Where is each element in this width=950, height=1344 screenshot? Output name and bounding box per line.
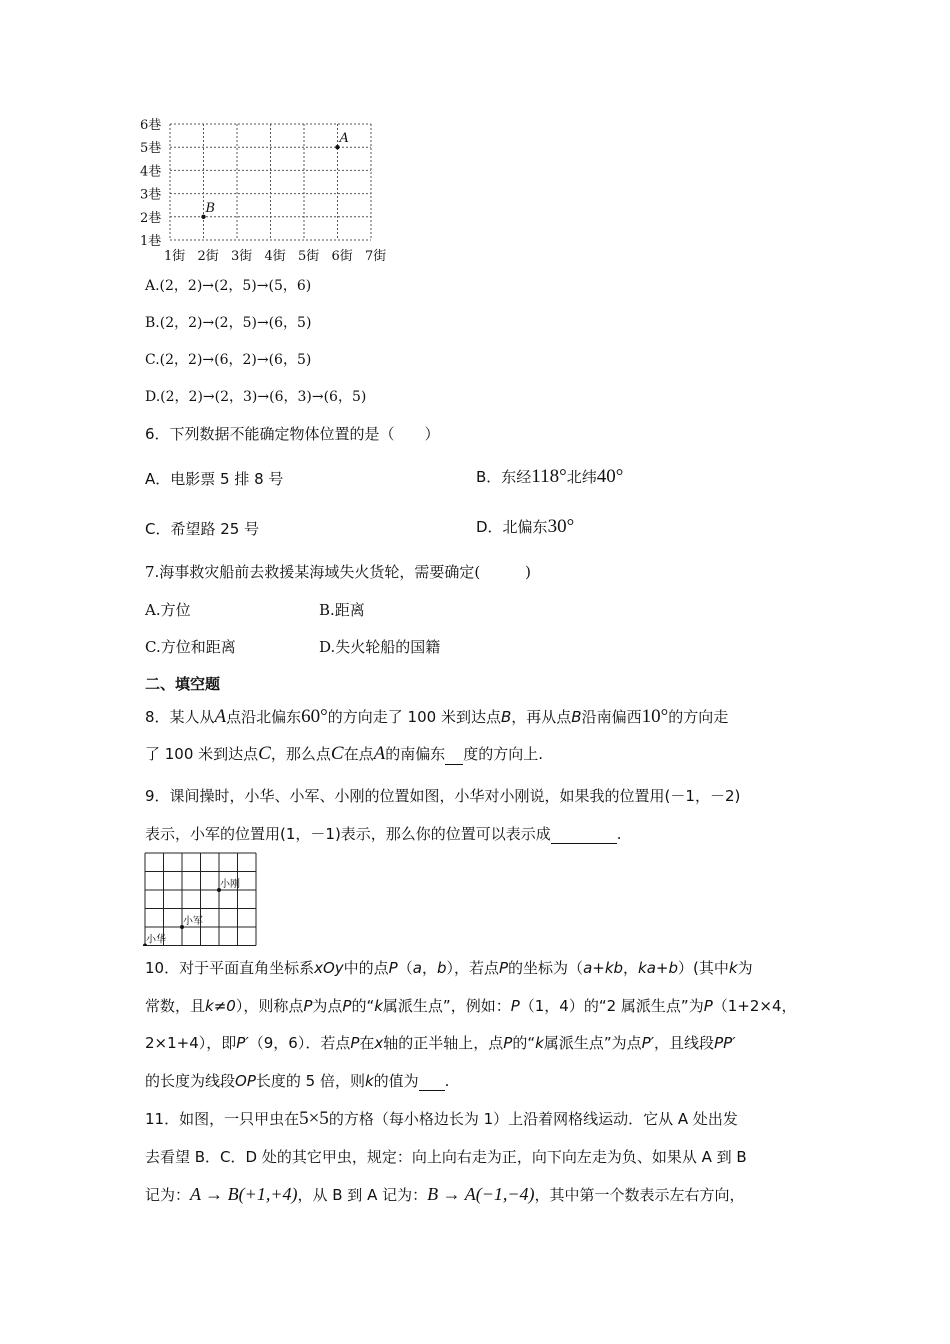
column-label: 3街	[231, 249, 253, 264]
q8-answer-blank[interactable]	[445, 748, 463, 765]
q11-line3: 记为：A → B(+1,+4)，从 B 到 A 记为：B → A(−1,−4)，其中第一个数表示左右方向，	[145, 1184, 745, 1204]
q5-option-b: B.(2，2)→(2，5)→(6，5)	[145, 315, 312, 331]
q7-option-d: D.失火轮船的国籍	[319, 638, 441, 656]
row-label: 6巷	[140, 118, 162, 133]
q10-line3: 2×1+4），即P′（9，6）．若点P在x轴的正半轴上，点P的“k属派生点”为点P′，且线段PP′	[145, 1034, 736, 1052]
column-label: 5街	[298, 249, 320, 264]
q6-option-b: B．东经118°北纬40°	[476, 466, 624, 487]
q6-option-d: D．北偏东30°	[476, 516, 575, 537]
q10-line4: 的长度为线段OP长度的 5 倍，则k的值为 .	[145, 1072, 450, 1090]
position-label: 小军	[183, 916, 203, 927]
q8-line2: 了 100 米到达点C，那么点C在点A的南偏东 度的方向上.	[145, 743, 543, 764]
q9-answer-blank[interactable]	[551, 827, 617, 844]
q6-option-c: C．希望路 25 号	[145, 520, 260, 538]
q10-answer-blank[interactable]	[419, 1074, 445, 1091]
row-label: 5巷	[140, 141, 162, 157]
q9-line1: 9．课间操时，小华、小军、小刚的位置如图，小华对小刚说，如果我的位置用(－1，－2)	[145, 787, 741, 805]
q7-option-b: B.距离	[319, 601, 365, 619]
row-label: 4巷	[140, 164, 162, 180]
q6-option-a: A．电影票 5 排 8 号	[145, 470, 284, 488]
column-label: 4街	[264, 249, 286, 264]
position-grid-figure	[140, 848, 265, 946]
q10-line2: 常数，且k≠0），则称点P为点P的“k属派生点”，例如：P（1，4）的“2 属派生点”为P（1+2×4，	[145, 997, 797, 1015]
q5-option-d: D.(2，2)→(2，3)→(6，3)→(6，5)	[145, 389, 367, 405]
q7-option-c: C.方位和距离	[145, 638, 236, 656]
row-label: 2巷	[140, 210, 162, 226]
row-label: 3巷	[140, 187, 162, 203]
q11-line1: 11．如图，一只甲虫在5×5的方格（每小格边长为 1）上沿着网格线运动．它从 A 处出发	[145, 1108, 738, 1129]
column-label: 1街	[164, 249, 186, 264]
q5-option-c: C.(2，2)→(6，2)→(6，5)	[145, 352, 312, 368]
q7-stem: 7.海事救灾船前去救援某海域失火货轮，需要确定( )	[145, 563, 532, 581]
street-grid-figure	[138, 115, 388, 265]
q7-option-a: A.方位	[145, 601, 191, 619]
q9-line2: 表示，小军的位置用(1，－1)表示，那么你的位置可以表示成 .	[145, 825, 622, 843]
q5-option-a: A.(2，2)→(2，5)→(5，6)	[145, 278, 312, 294]
column-label: 6街	[331, 249, 353, 264]
column-label: 2街	[197, 249, 219, 264]
position-label: 小刚	[220, 879, 240, 890]
row-label: 1巷	[140, 234, 162, 249]
section-heading-fill-blank: 二、填空题	[145, 675, 221, 693]
q11-line2: 去看望 B．C．D 处的其它甲虫，规定：向上向右走为正，向下向左走为负、如果从 A 到 B	[145, 1148, 747, 1166]
point-label: B	[205, 200, 216, 216]
q6-stem: 6．下列数据不能确定物体位置的是（ ）	[145, 425, 440, 443]
position-grid-lines	[145, 853, 256, 946]
position-label: 小华	[146, 934, 166, 946]
q10-line1: 10．对于平面直角坐标系xOy中的点P（a，b），若点P的坐标为（a+kb，ka+b）(其中k为	[145, 959, 753, 977]
column-label: 7街	[365, 249, 387, 264]
q8-line1: 8．某人从A点沿北偏东60°的方向走了 100 米到达点B，再从点B沿南偏西10°的方向走	[145, 706, 729, 727]
point-label: A	[339, 131, 349, 147]
